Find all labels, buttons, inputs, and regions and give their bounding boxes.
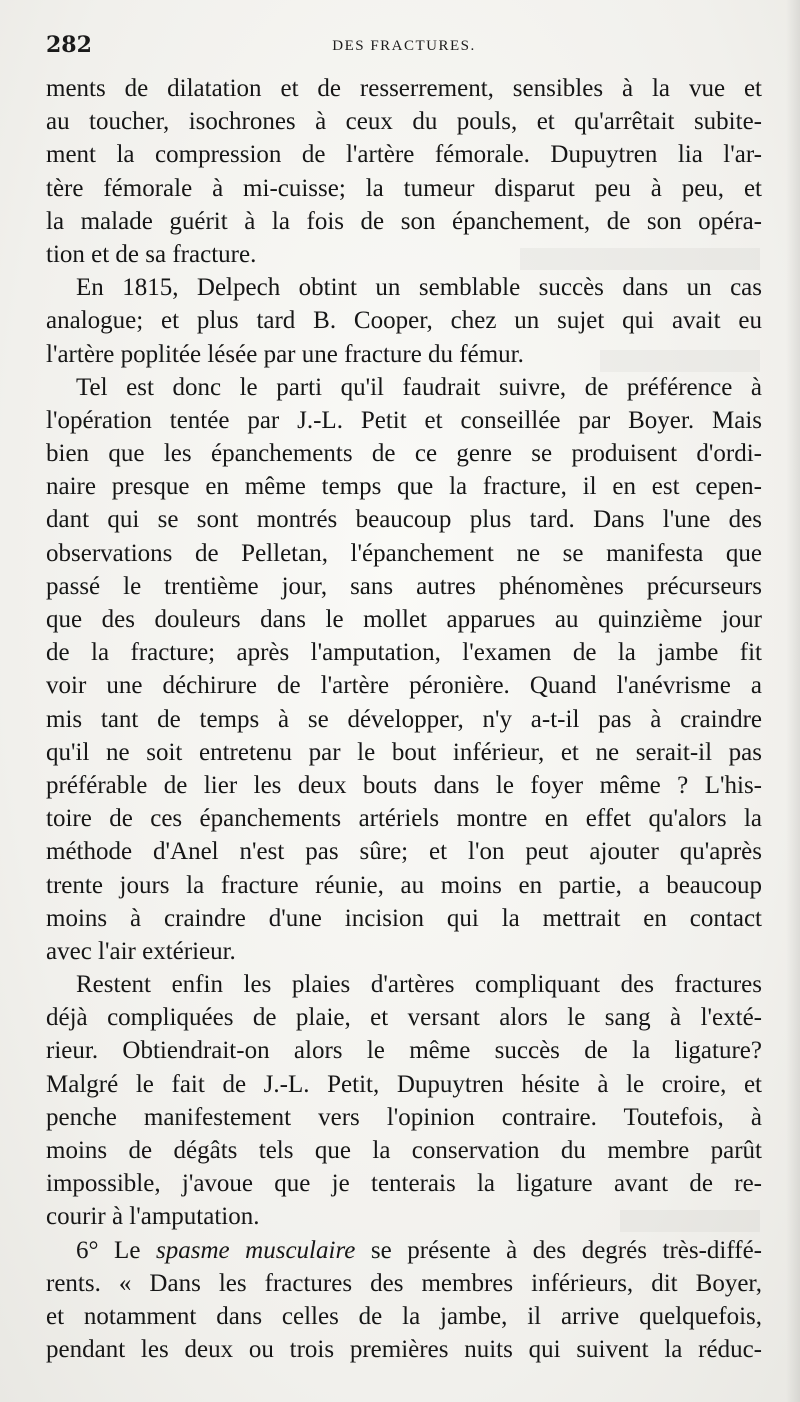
text-line: moins de dégâts tels que la conservation du membre parût bbox=[46, 1137, 762, 1164]
running-head: DES FRACTURES. bbox=[332, 38, 476, 54]
text-line: courir à l'amputation. bbox=[46, 1203, 260, 1231]
text-line: qu'il ne soit entretenu par le bout inférieur, et ne serait-il pas bbox=[46, 738, 762, 766]
text-line: bien que les épanchements de ce genre se produisent d'ordi- bbox=[46, 440, 762, 468]
text-line: que des douleurs dans le mollet apparues au quinzième jour bbox=[46, 606, 762, 633]
text-line: naire presque en même temps que la fracture, il en est cepen- bbox=[46, 473, 762, 501]
text-line: méthode d'Anel n'est pas sûre; et l'on peut ajouter qu'après bbox=[46, 838, 762, 866]
page-edge-shadow bbox=[786, 0, 800, 1402]
text-line: tère fémorale à mi-cuisse; la tumeur disparut peu à peu, et bbox=[46, 174, 762, 202]
text-line: et notamment dans celles de la jambe, il arrive quelquefois, bbox=[46, 1302, 762, 1330]
body-text bbox=[46, 72, 762, 1366]
text-line: En 1815, Delpech obtint un semblable succès dans un cas bbox=[76, 274, 762, 302]
text-line bbox=[46, 1234, 762, 1267]
text-line: dant qui se sont montrés beaucoup plus tard. Dans l'une des bbox=[46, 506, 762, 534]
text-line: la malade guérit à la fois de son épanchement, de son opéra- bbox=[46, 207, 762, 235]
text-line: déjà compliquées de plaie, et versant alors le sang à l'exté- bbox=[46, 1004, 762, 1032]
text-line: l'opération tentée par J.-L. Petit et conseillée par Boyer. Mais bbox=[46, 406, 762, 434]
text-line: moins à craindre d'une incision qui la mettrait en contact bbox=[46, 904, 762, 932]
text-segment: se présente à des degrés très-diffé- bbox=[355, 1236, 762, 1264]
text-line: l'artère poplitée lésée par une fracture du fémur. bbox=[46, 340, 524, 368]
text-line: observations de Pelletan, l'épanchement ne se manifesta que bbox=[46, 539, 762, 567]
text-segment: 6° Le bbox=[76, 1236, 156, 1264]
text-line: impossible, j'avoue que je tenterais la ligature avant de re- bbox=[46, 1170, 762, 1198]
text-line: rieur. Obtiendrait-on alors le même succès de la ligature? bbox=[46, 1037, 762, 1065]
text-line: au toucher, isochrones à ceux du pouls, et qu'arrêtait subite- bbox=[46, 108, 762, 136]
text-line: penche manifestement vers l'opinion contraire. Toutefois, à bbox=[46, 1103, 762, 1131]
text-line: trente jours la fracture réunie, au moins en partie, a beaucoup bbox=[46, 871, 762, 899]
text-line: ments de dilatation et de resserrement, sensibles à la vue et bbox=[46, 75, 762, 102]
text-line: de la fracture; après l'amputation, l'examen de la jambe fit bbox=[46, 639, 762, 667]
text-line: Malgré le fait de J.-L. Petit, Dupuytren hésite à le croire, et bbox=[46, 1070, 762, 1098]
text-line: mis tant de temps à se développer, n'y a-t-il pas à craindre bbox=[46, 705, 762, 733]
text-line: Restent enfin les plaies d'artères compliquant des fractures bbox=[76, 971, 762, 999]
text-line: avec l'air extérieur. bbox=[46, 937, 236, 965]
text-line: analogue; et plus tard B. Cooper, chez un sujet qui avait eu bbox=[46, 307, 762, 335]
text-line: toire de ces épanchements artériels montre en effet qu'alors la bbox=[46, 805, 762, 833]
page-header bbox=[46, 30, 762, 66]
text-line: ment la compression de l'artère fémorale. Dupuytren lia l'ar- bbox=[46, 141, 762, 169]
page-number: 282 bbox=[46, 32, 92, 58]
text-line: passé le trentième jour, sans autres phénomènes précurseurs bbox=[46, 572, 762, 600]
emphasized-term: spasme musculaire bbox=[156, 1236, 356, 1264]
text-line: rents. « Dans les fractures des membres inférieurs, dit Boyer, bbox=[46, 1269, 762, 1297]
text-line: pendant les deux ou trois premières nuits qui suivent la réduc- bbox=[46, 1336, 762, 1364]
text-line: tion et de sa fracture. bbox=[46, 240, 257, 268]
text-line: Tel est donc le parti qu'il faudrait suivre, de préférence à bbox=[76, 373, 762, 401]
text-line: préférable de lier les deux bouts dans le foyer même ? L'his- bbox=[46, 771, 762, 799]
text-line: voir une déchirure de l'artère péronière. Quand l'anévrisme a bbox=[46, 672, 762, 700]
